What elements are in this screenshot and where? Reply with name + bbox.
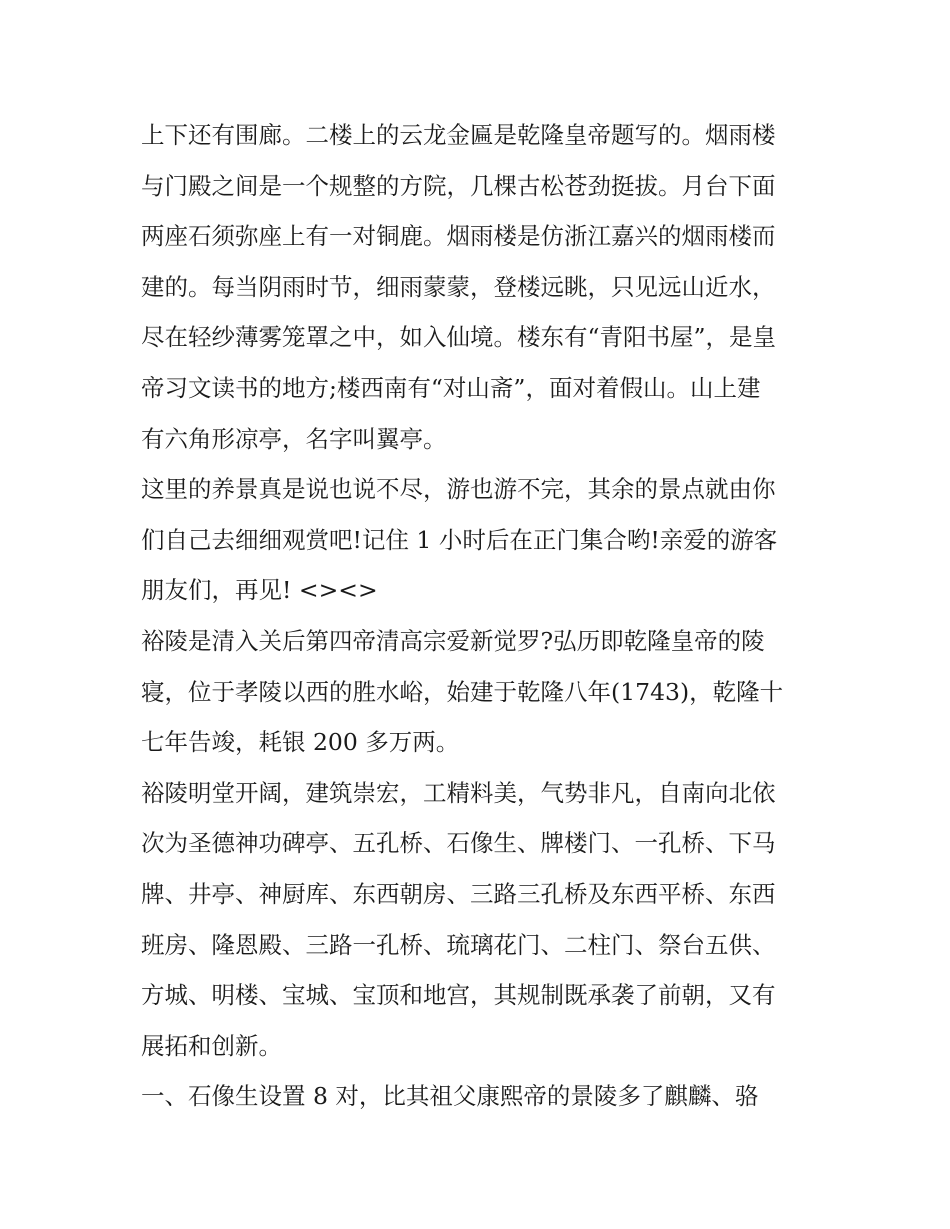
text-line: 建的。每当阴雨时节，细雨蒙蒙，登楼远眺，只见远山近水， xyxy=(141,272,776,301)
text-line: 们自己去细细观赏吧!记住 1 小时后在正门集合哟!亲爱的游客 xyxy=(141,525,778,554)
text-line: 班房、隆恩殿、三路一孔桥、琉璃花门、二柱门、祭台五供、 xyxy=(141,930,776,959)
document-body xyxy=(141,110,821,1122)
text-line: 方城、明楼、宝城、宝顶和地宫，其规制既承袭了前朝，又有 xyxy=(141,981,776,1010)
paragraph-stone-statues xyxy=(141,1071,821,1122)
paragraph-yanyu-tower xyxy=(141,110,821,464)
text-line: 上下还有围廊。二楼上的云龙金匾是乾隆皇帝题写的。烟雨楼 xyxy=(141,121,776,149)
text-line: 尽在轻纱薄雾笼罩之中，如入仙境。楼东有“青阳书屋”，是皇 xyxy=(141,323,777,352)
text-line: 有六角形凉亭，名字叫翼亭。 xyxy=(141,424,447,453)
text-line: 这里的养景真是说也说不尽，游也游不完，其余的景点就由你 xyxy=(141,475,776,504)
text-line: 两座石须弥座上有一对铜鹿。烟雨楼是仿浙江嘉兴的烟雨楼而 xyxy=(141,222,776,251)
text-line: 朋友们，再见! <><> xyxy=(141,576,378,605)
paragraph-yuling-intro xyxy=(141,616,821,768)
text-line: 裕陵明堂开阔，建筑崇宏，工精料美，气势非凡，自南向北依 xyxy=(141,778,776,807)
text-line: 帝习文读书的地方;楼西南有“对山斋”，面对着假山。山上建 xyxy=(141,373,761,402)
text-line: 一、石像生设置 8 对，比其祖父康熙帝的景陵多了麒麟、骆 xyxy=(141,1082,759,1111)
paragraph-farewell xyxy=(141,464,821,616)
text-line: 牌、井亭、神厨库、东西朝房、三路三孔桥及东西平桥、东西 xyxy=(141,879,776,908)
text-line: 裕陵是清入关后第四帝清高宗爱新觉罗?弘历即乾隆皇帝的陵 xyxy=(141,626,765,655)
paragraph-yuling-layout xyxy=(141,768,821,1072)
text-line: 与门殿之间是一个规整的方院，几棵古松苍劲挺拔。月台下面 xyxy=(141,171,776,200)
text-line: 次为圣德神功碑亭、五孔桥、石像生、牌楼门、一孔桥、下马 xyxy=(141,829,776,858)
text-line: 展拓和创新。 xyxy=(141,1031,282,1060)
text-line: 七年告竣，耗银 200 多万两。 xyxy=(141,728,460,757)
text-line: 寝，位于孝陵以西的胜水峪，始建于乾隆八年(1743)，乾隆十 xyxy=(141,677,784,706)
